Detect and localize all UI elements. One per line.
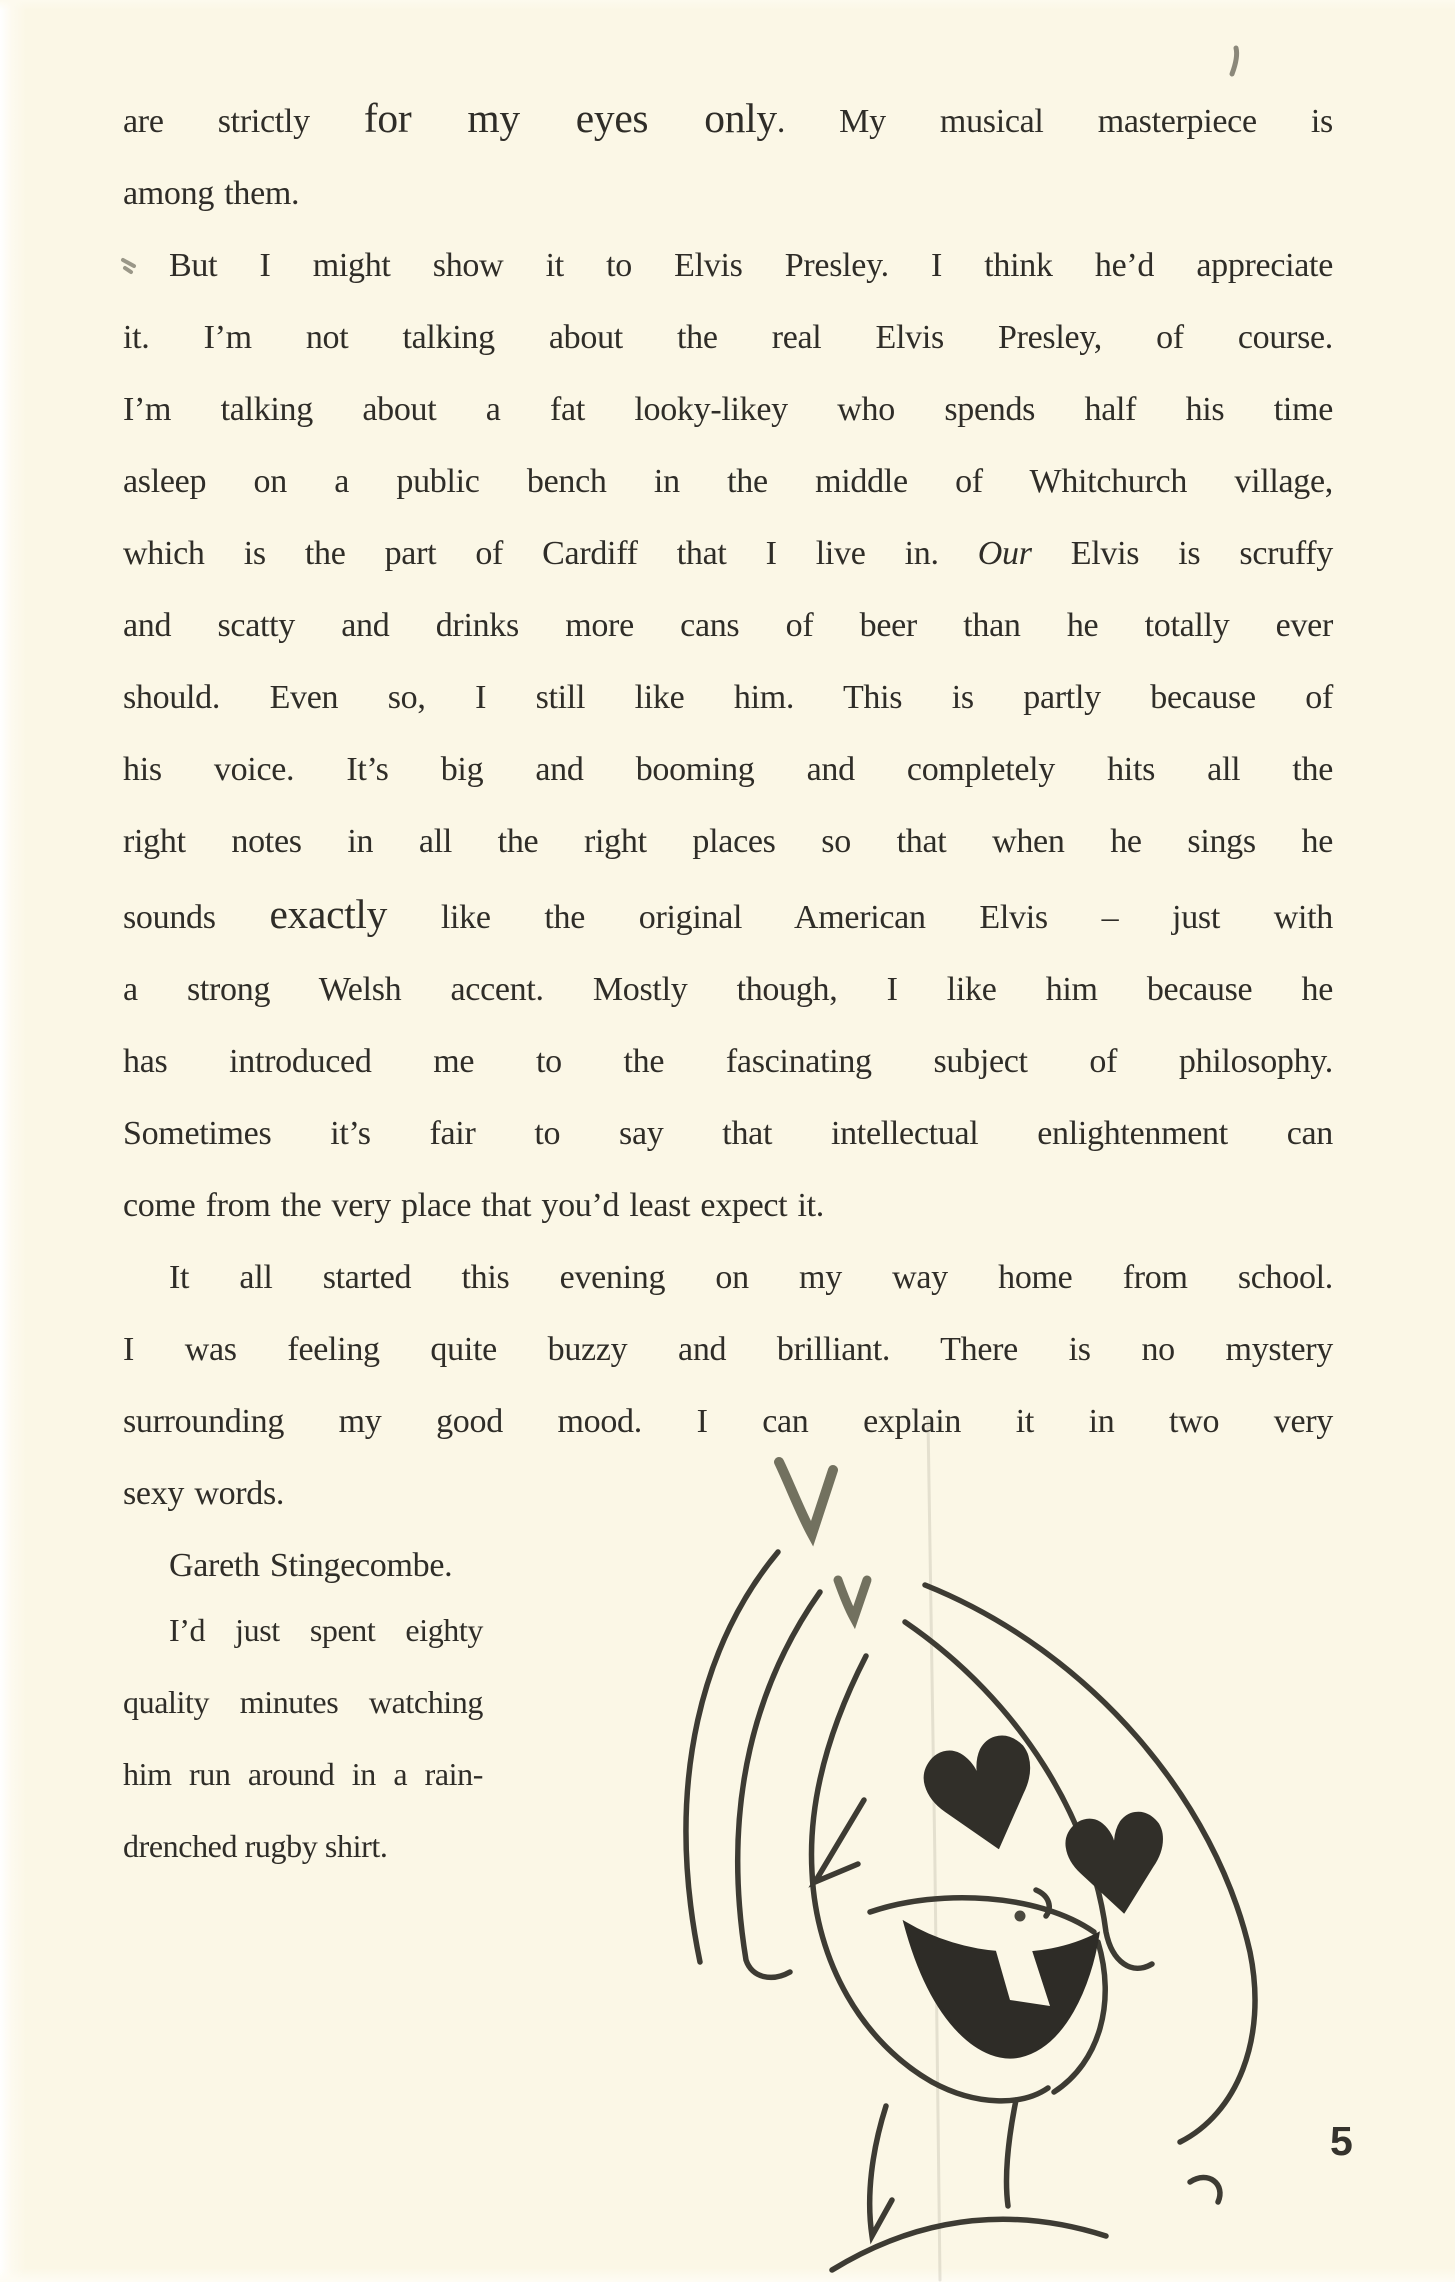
- text-line: are strictly for my eyes only. My musical masterpiece is: [123, 95, 1333, 141]
- text-line: Gareth Stingecombe.: [169, 1547, 453, 1584]
- text-line: and scatty and drinks more cans of beer than he totally ever: [123, 607, 1333, 644]
- hair-tail-stroke: [1190, 2178, 1220, 2202]
- text-line: his voice. It’s big and booming and completely hits all the: [123, 751, 1333, 788]
- hair-stroke: [686, 1552, 778, 1962]
- text-line: among them.: [123, 175, 300, 212]
- text-line: Sometimes it’s fair to say that intellectual enlightenment can: [123, 1115, 1333, 1152]
- text-line: I was feeling quite buzzy and brilliant. There is no mystery: [123, 1331, 1333, 1368]
- text-line: I’m talking about a fat looky-likey who spends half his time: [123, 391, 1333, 428]
- svg-text:♥: ♥: [1046, 1781, 1190, 1955]
- page-number: 5: [1330, 2118, 1353, 2164]
- check-stroke: [779, 1462, 833, 1534]
- text-line: sexy words.: [123, 1475, 285, 1512]
- text-line: surrounding my good mood. I can explain it in two very: [123, 1403, 1333, 1440]
- text-line: should. Even so, I still like him. This is partly because of: [123, 679, 1333, 716]
- text-line: sounds exactly like the original American Elvis – just with: [123, 891, 1333, 937]
- text-line: I’d just spent eighty: [169, 1612, 483, 1648]
- text-line: which is the part of Cardiff that I live in. Our Elvis is scruffy: [123, 535, 1333, 572]
- page-top-edge: [0, 0, 1455, 10]
- hair-stroke: [738, 1592, 820, 1977]
- text-line: come from the very place that you’d least expect it.: [123, 1187, 825, 1224]
- nose-dot: [1015, 1911, 1026, 1922]
- text-line: It all started this evening on my way home from school.: [169, 1259, 1333, 1296]
- text-line: has introduced me to the fascinating subject of philosophy.: [123, 1043, 1333, 1080]
- text-line: right notes in all the right places so that when he sings he: [123, 823, 1333, 860]
- ear-stroke: [815, 1800, 864, 1882]
- text-line: a strong Welsh accent. Mostly though, I like him because he: [123, 971, 1333, 1008]
- text-line: drenched rugby shirt.: [123, 1828, 388, 1864]
- text-line: But I might show it to Elvis Presley. I think he’d appreciate: [169, 247, 1333, 284]
- body-text: [123, 82, 1333, 1602]
- text-line: it. I’m not talking about the real Elvis Presley, of course.: [123, 319, 1333, 356]
- check-stroke: [838, 1580, 867, 1618]
- neck-stroke: [1006, 2100, 1016, 2206]
- neck-stroke: [870, 2106, 892, 2236]
- scan-artifact: [1222, 42, 1252, 82]
- text-line: asleep on a public bench in the middle of Whitchurch village,: [123, 463, 1333, 500]
- text-line: quality minutes watching: [123, 1684, 483, 1720]
- heart-eye-right: [1047, 1781, 1190, 1954]
- page-left-edge: [0, 0, 26, 2282]
- text-line: him run around in a rain-: [123, 1756, 483, 1792]
- body-text-narrow: [123, 1594, 483, 1882]
- heart-eyes-doodle-illustration: [470, 1412, 1320, 2282]
- svg-text:♥: ♥: [896, 1697, 1074, 1903]
- scan-artifact: [118, 252, 142, 278]
